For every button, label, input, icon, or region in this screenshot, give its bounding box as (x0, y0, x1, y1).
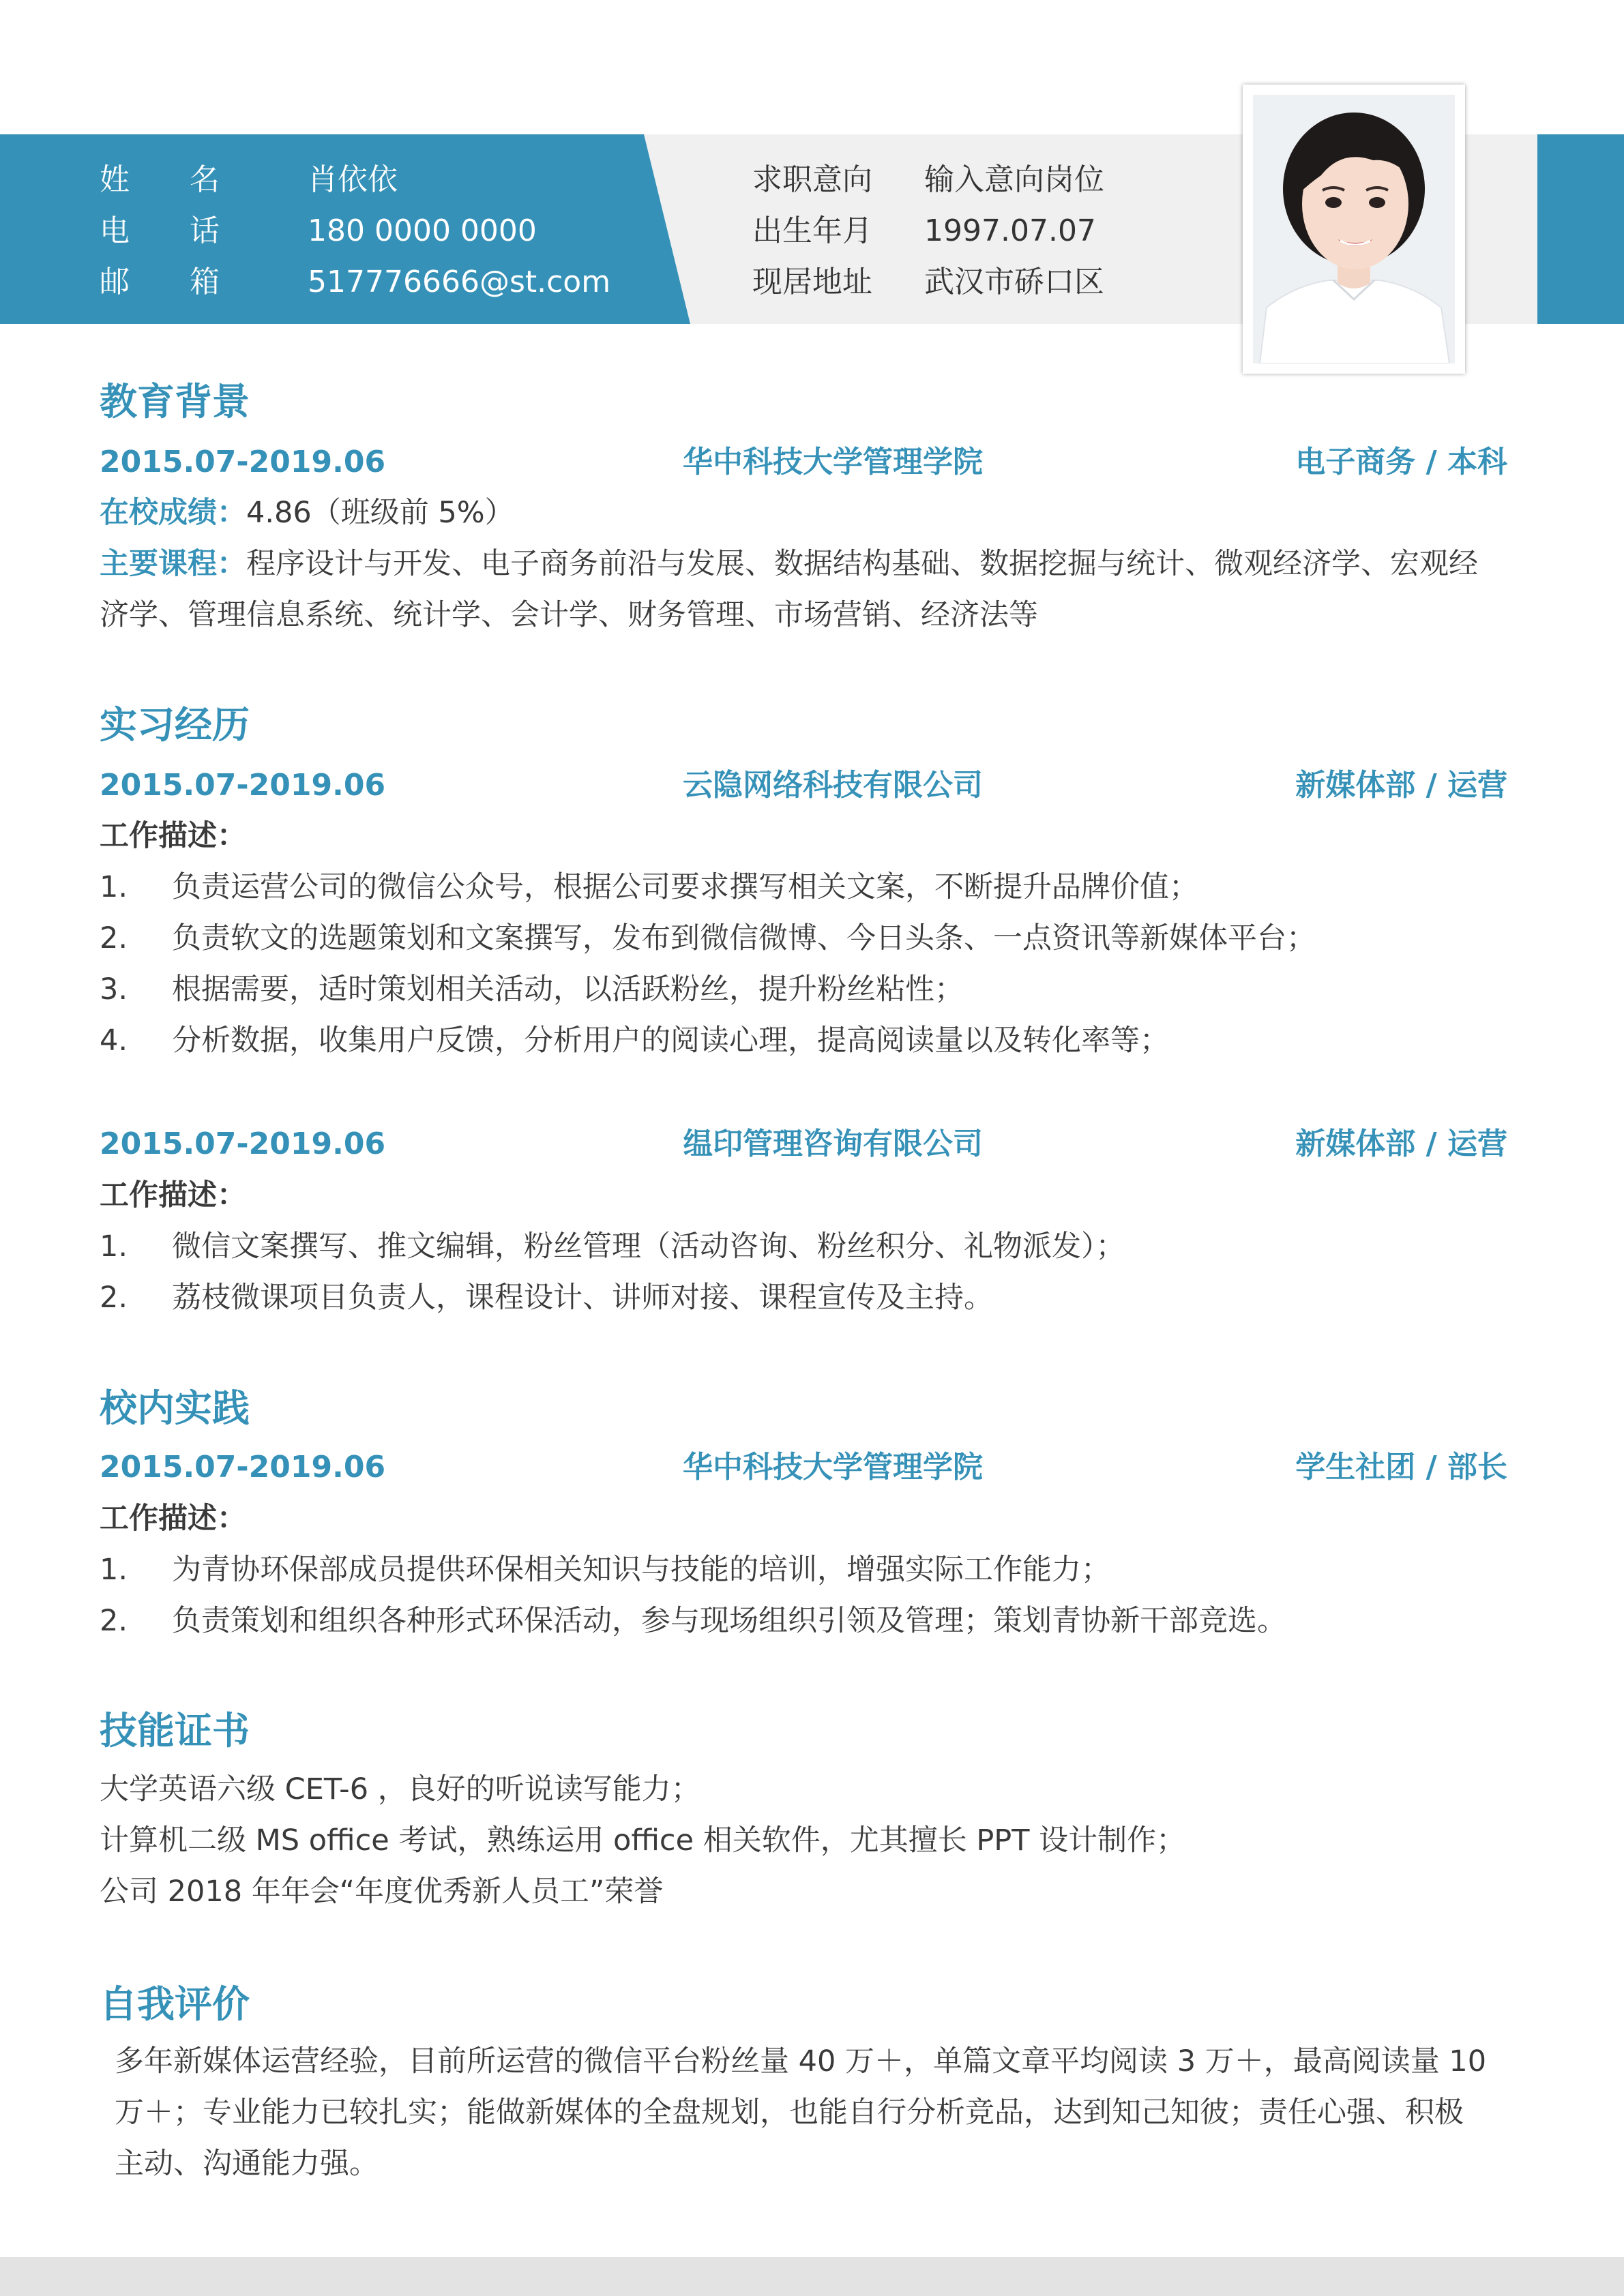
education-date: 2015.07-2019.06 (100, 445, 386, 479)
job-1-company: 云隐网络科技有限公司 (683, 768, 983, 803)
avatar (1253, 95, 1455, 363)
list-item: 1. 微信文案撰写、推文编辑，粉丝管理（活动咨询、粉丝积分、礼物派发）； (100, 1229, 1125, 1264)
job-2-row-header (100, 1124, 1507, 1165)
list-item: 1. 负责运营公司的微信公众号，根据公司要求撰写相关文案，不断提升品牌价值； (100, 870, 1198, 904)
skill-line-3: 公司 2018 年年会“年度优秀新人员工”荣誉 (100, 1875, 664, 1909)
skill-line-2: 计算机二级 MS office 考试，熟练运用 office 相关软件，尤其擅长 PPT 设计制作； (100, 1823, 1186, 1858)
section-title-campus: 校内实践 (100, 1386, 250, 1430)
education-gpa (100, 492, 514, 533)
section-title-self: 自我评价 (100, 1982, 250, 2026)
section-title-internship: 实习经历 (100, 703, 250, 747)
campus-desc-label: 工作描述： (100, 1502, 246, 1536)
email-value: 517776666@st.com (308, 265, 611, 299)
education-courses (100, 543, 1478, 584)
section-title-skills: 技能证书 (100, 1709, 250, 1753)
list-item: 2. 负责软文的选题策划和文案撰写，发布到微信微博、今日头条、一点资讯等新媒体平台； (100, 921, 1316, 955)
email-label: 邮 箱 (100, 265, 220, 299)
address-label: 现居地址 (752, 265, 872, 299)
job-1-desc-label: 工作描述： (100, 819, 246, 853)
name-label: 姓 名 (100, 162, 220, 197)
list-item: 2. 荔枝微课项目负责人，课程设计、讲师对接、课程宣传及主持。 (100, 1281, 993, 1315)
education-major: 电子商务 / 本科 (1295, 445, 1507, 479)
name-value: 肖依依 (308, 162, 398, 197)
phone-label: 电 话 (100, 213, 220, 248)
job-2-company: 缊印管理咨询有限公司 (683, 1127, 983, 1161)
list-item: 3. 根据需要，适时策划相关活动，以活跃粉丝，提升粉丝粘性； (100, 972, 964, 1007)
campus-row-header (100, 1447, 1507, 1488)
gpa-value: 4.86（班级前 5%） (246, 496, 514, 530)
courses-label: 主要课程： (100, 547, 246, 581)
list-item: 2. 负责策划和组织各种形式环保活动，参与现场组织引领及管理；策划青协新干部竞选。 (100, 1604, 1286, 1638)
birth-value: 1997.07.07 (924, 213, 1096, 248)
portrait-illustration (1253, 95, 1455, 363)
header-band-blue-right (1537, 134, 1624, 324)
job-1-date: 2015.07-2019.06 (100, 768, 386, 803)
birth-label: 出生年月 (752, 213, 872, 248)
education-row-header (100, 442, 1507, 483)
list-item: 1. 为青协环保部成员提供环保相关知识与技能的培训，增强实际工作能力； (100, 1553, 1110, 1587)
self-line-3: 主动、沟通能力强。 (115, 2147, 379, 2181)
job-2-role: 新媒体部 / 运营 (1295, 1127, 1507, 1161)
job-2-desc-label: 工作描述： (100, 1178, 246, 1212)
gpa-label: 在校成绩： (100, 496, 246, 530)
education-school: 华中科技大学管理学院 (683, 445, 983, 479)
courses-line-2: 济学、管理信息系统、统计学、会计学、财务管理、市场营销、经济法等 (100, 598, 1038, 632)
self-line-2: 万＋；专业能力已较扎实；能做新媒体的全盘规划，也能自行分析竞品，达到知己知彼；责任心强、积极 (115, 2096, 1464, 2130)
phone-value: 180 0000 0000 (308, 213, 537, 248)
job-1-role: 新媒体部 / 运营 (1295, 768, 1507, 803)
skill-line-1: 大学英语六级 CET-6 ，良好的听说读写能力； (100, 1772, 700, 1806)
job-2-date: 2015.07-2019.06 (100, 1127, 386, 1161)
footer-band (0, 2257, 1624, 2296)
job-1-row-header (100, 765, 1507, 806)
intent-label: 求职意向 (752, 162, 872, 197)
campus-role: 学生社团 / 部长 (1295, 1450, 1507, 1485)
campus-date: 2015.07-2019.06 (100, 1450, 386, 1485)
address-value: 武汉市硚口区 (924, 265, 1104, 299)
list-item: 4. 分析数据，收集用户反馈，分析用户的阅读心理，提高阅读量以及转化率等； (100, 1024, 1169, 1058)
section-title-education: 教育背景 (100, 380, 250, 423)
intent-value: 输入意向岗位 (924, 162, 1104, 197)
self-line-1: 多年新媒体运营经验，目前所运营的微信平台粉丝量 40 万＋，单篇文章平均阅读 3 万＋，最高阅读量 10 (115, 2044, 1487, 2078)
courses-line-1: 程序设计与开发、电子商务前沿与发展、数据结构基础、数据挖掘与统计、微观经济学、宏观经 (246, 547, 1478, 581)
campus-org: 华中科技大学管理学院 (683, 1450, 983, 1485)
